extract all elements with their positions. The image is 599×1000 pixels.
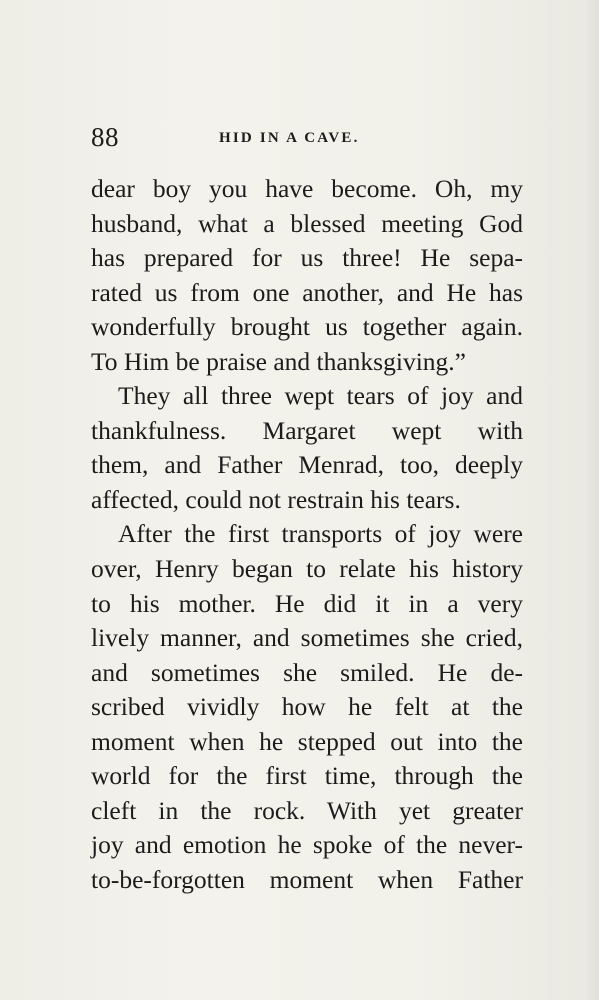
- text-line: affected, could not restrain his tears.: [91, 484, 461, 514]
- text-line: to-be-forgotten moment when Father: [91, 864, 523, 894]
- body-text: [91, 172, 523, 897]
- text-line: them, and Father Menrad, too, deeply: [91, 450, 523, 480]
- text-line: has prepared for us three! He sepa-: [91, 243, 523, 273]
- text-line: rated us from one another, and He has: [91, 277, 523, 307]
- text-line: world for the first time, through the: [91, 761, 523, 791]
- text-line: thankfulness. Margaret wept with: [91, 415, 523, 445]
- text-line: To Him be praise and thanksgiving.”: [91, 346, 466, 376]
- page-number: 88: [91, 122, 119, 152]
- text-line: lively manner, and sometimes she cried,: [91, 623, 523, 653]
- text-line: husband, what a blessed meeting God: [91, 208, 523, 238]
- text-line: and sometimes she smiled. He de-: [91, 657, 523, 687]
- text-line: to his mother. He did it in a very: [91, 588, 523, 618]
- text-line: wonderfully brought us together again.: [91, 312, 523, 342]
- running-head: [91, 122, 523, 162]
- text-line: joy and emotion he spoke of the never-: [91, 830, 523, 860]
- text-line: They all three wept tears of joy and: [118, 381, 523, 411]
- text-line: dear boy you have become. Oh, my: [91, 174, 523, 203]
- text-line: cleft in the rock. With yet greater: [91, 795, 523, 825]
- text-line: over, Henry began to relate his history: [91, 554, 523, 584]
- text-line: scribed vividly how he felt at the: [91, 692, 523, 722]
- text-line: moment when he stepped out into the: [91, 726, 523, 756]
- running-title: HID IN A CAVE.: [219, 130, 360, 146]
- text-line: After the first transports of joy were: [118, 519, 523, 549]
